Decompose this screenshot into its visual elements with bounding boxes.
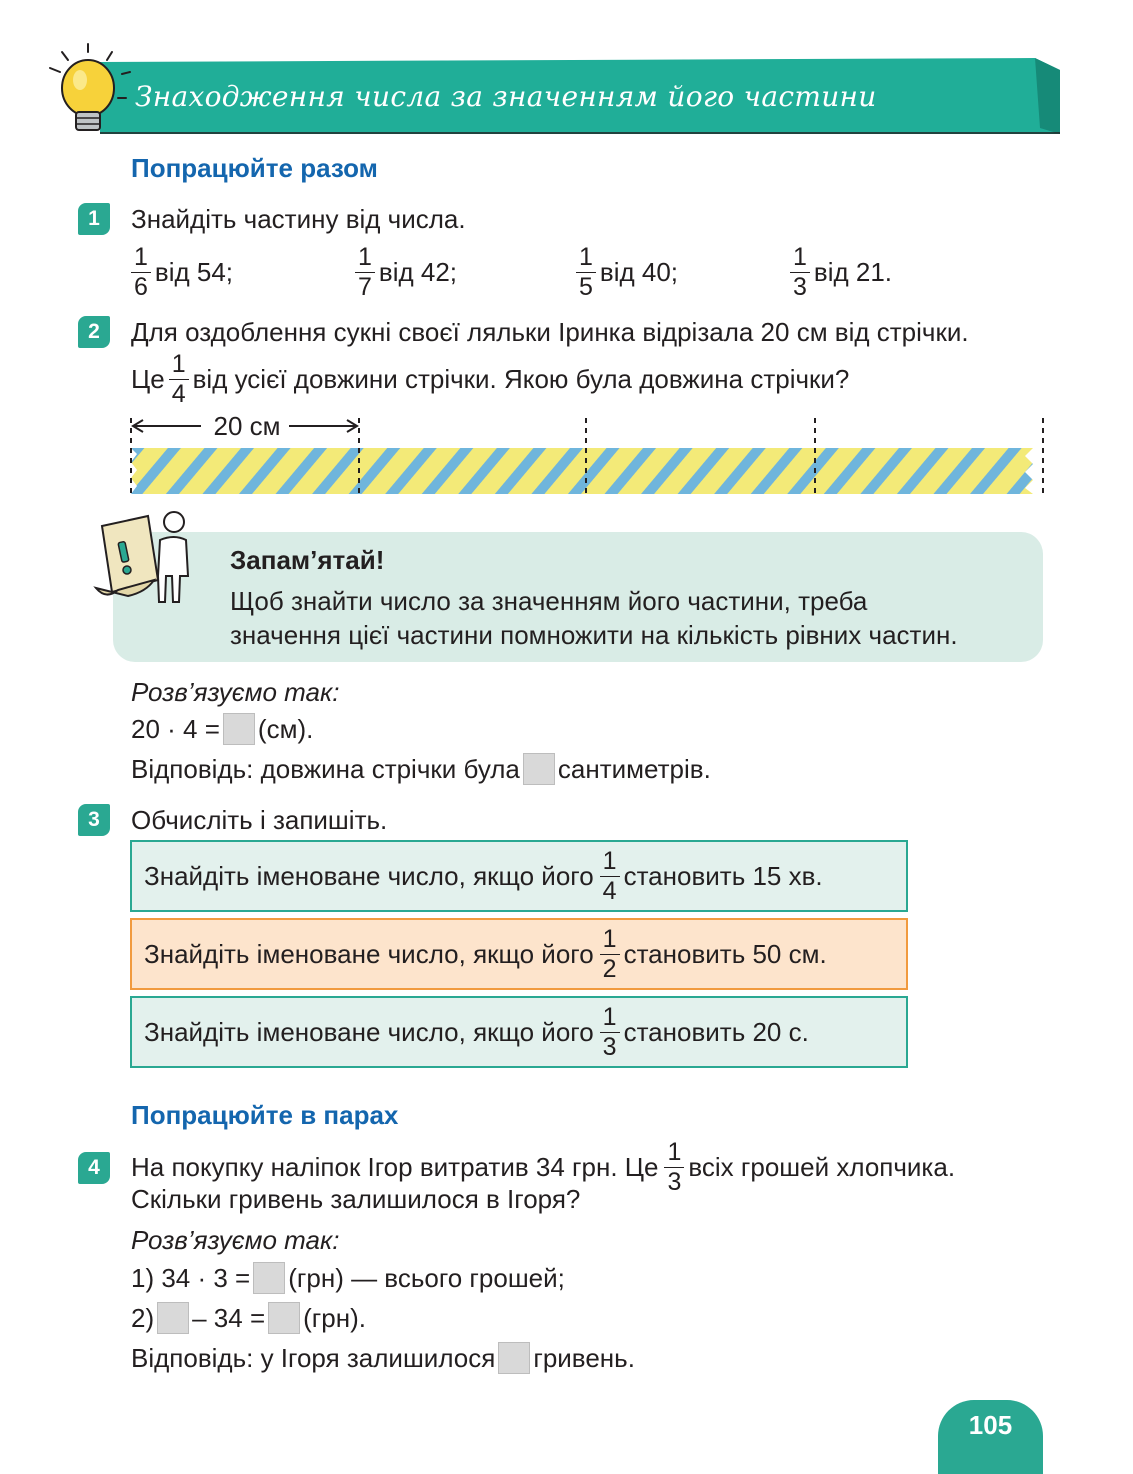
section-heading-together: Попрацюйте разом [131, 153, 378, 183]
memo-line: Щоб знайти число за значенням його частини, треба [230, 586, 868, 616]
solution-expression: 20 · 4 = (см). [131, 713, 314, 744]
fraction: $\frac{1}{3}$ [790, 245, 810, 300]
solution-step: 1) 34 · 3 = (грн) — всього грошей; [131, 1262, 565, 1293]
section-heading-pairs: Попрацюйте в парах [131, 1100, 399, 1130]
task3-box: Знайдіть іменоване число, якщо його $\frac{1}{4}$ становить 15 хв. [130, 840, 908, 912]
task-number-badge: 4 [78, 1152, 110, 1184]
task-number-badge: 2 [78, 316, 110, 348]
fraction: $\frac{1}{3}$ [664, 1140, 684, 1195]
task3-text: Обчисліть і запишіть. [131, 805, 388, 835]
answer-blank[interactable] [498, 1342, 530, 1374]
task-number-badge: 1 [78, 203, 110, 235]
fraction: $\frac{1}{5}$ [576, 245, 596, 300]
ribbon-label: 20 см [213, 411, 281, 441]
answer-blank[interactable] [523, 753, 555, 785]
lightbulb-icon [40, 40, 135, 140]
solution-step: 2) – 34 = (грн). [131, 1302, 366, 1333]
task1-item: $\frac{1}{3}$ від 21. [790, 245, 892, 300]
answer-blank[interactable] [157, 1302, 189, 1334]
fraction: $\frac{1}{7}$ [355, 245, 375, 300]
fraction: $\frac{1}{6}$ [131, 245, 151, 300]
memo-title: Запам’ятай! [230, 545, 385, 575]
answer-blank[interactable] [268, 1302, 300, 1334]
answer-blank[interactable] [223, 713, 255, 745]
solution-answer: Відповідь: довжина стрічки була сантиметрів. [131, 753, 711, 784]
task1-item: $\frac{1}{7}$ від 42; [355, 245, 457, 300]
page-number: 105 [938, 1400, 1043, 1474]
solution-intro: Розв’язуємо так: [131, 1225, 340, 1255]
memo-line: значення цієї частини помножити на кількість рівних частин. [230, 620, 958, 650]
page-title: Знаходження числа за значенням його частини [135, 80, 877, 113]
fraction: $\frac{1}{3}$ [600, 1005, 620, 1060]
task4-line2: Скільки гривень залишилося в Ігоря? [131, 1184, 581, 1214]
ribbon [131, 448, 1033, 494]
solution-intro: Розв’язуємо так: [131, 677, 340, 707]
solution-answer: Відповідь: у Ігоря залишилося гривень. [131, 1342, 635, 1373]
task1-text: Знайдіть частину від числа. [131, 204, 466, 234]
task1-item: $\frac{1}{5}$ від 40; [576, 245, 678, 300]
answer-blank[interactable] [253, 1262, 285, 1294]
fraction: $\frac{1}{4}$ [169, 352, 189, 407]
fraction: $\frac{1}{2}$ [600, 927, 620, 982]
task3-box: Знайдіть іменоване число, якщо його $\frac{1}{2}$ становить 50 см. [130, 918, 908, 990]
task1-item: $\frac{1}{6}$ від 54; [131, 245, 233, 300]
task2-line1: Для оздоблення сукні своєї ляльки Іринка відрізала 20 см від стрічки. [131, 317, 969, 347]
task3-box: Знайдіть іменоване число, якщо його $\frac{1}{3}$ становить 20 с. [130, 996, 908, 1068]
memo-character-icon [86, 506, 196, 606]
fraction: $\frac{1}{4}$ [600, 849, 620, 904]
task-number-badge: 3 [78, 804, 110, 836]
task4-line1: На покупку наліпок Ігор витратив 34 грн. Це $\frac{1}{3}$ всіх грошей хлопчика. [131, 1138, 956, 1196]
task2-line2: Це $\frac{1}{4}$ від усієї довжини стрічки. Якою була довжина стрічки? [131, 350, 850, 408]
